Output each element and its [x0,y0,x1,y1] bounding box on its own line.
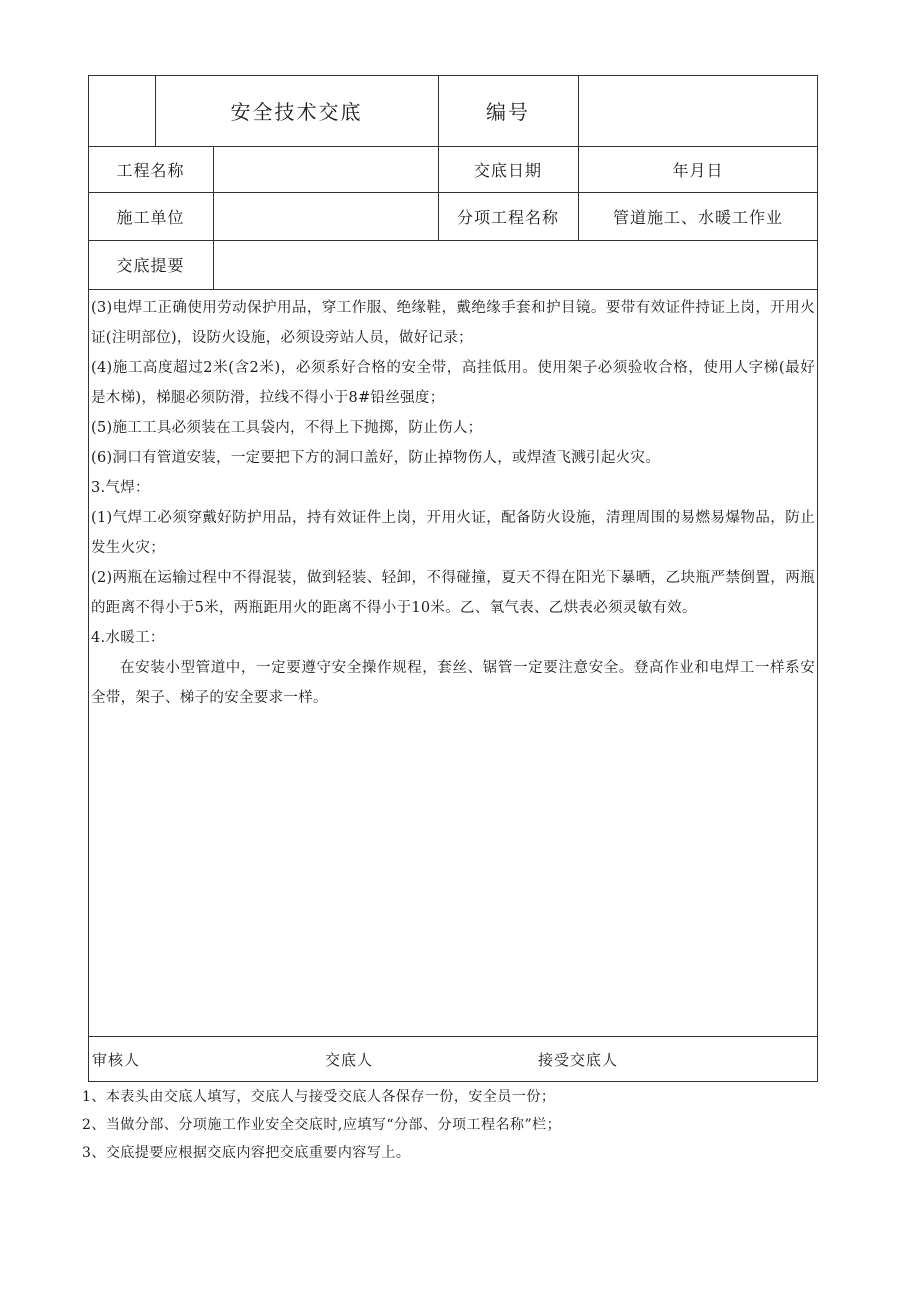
project-name-value[interactable] [213,146,438,192]
receiver-label: 接受交底人 [538,1051,619,1069]
form-notes [82,1083,561,1167]
form-title: 安全技术交底 [230,100,363,124]
construction-unit-label: 施工单位 [116,207,185,227]
number-value[interactable] [578,75,818,146]
content-line: (1)气焊工必须穿戴好防护用品，持有效证件上岗，开用火证，配备防火设施，清理周围的易燃易爆物品，防止发生火灾； [91,510,815,556]
disclosure-content [91,293,815,713]
note-line: 2、当做分部、分项施工作业安全交底时,应填写“分部、分项工程名称”栏； [82,1117,562,1133]
content-line: (5)施工工具必须装在工具袋内，不得上下抛掷，防止伤人； [91,420,483,436]
sub-project-value[interactable]: 管道施工、水暖工作业 [612,207,783,227]
content-line: (4)施工高度超过2米(含2米)，必须系好合格的安全带，高挂低用。使用架子必须验收合格，使用人字梯(最好是木梯)，梯腿必须防滑，拉线不得小于8#铅丝强度； [91,360,815,406]
row-divider [88,289,818,290]
signature-row [92,1037,812,1081]
date-value[interactable]: 年月日 [672,160,724,180]
discloser-label: 交底人 [325,1051,374,1069]
date-label: 交底日期 [473,160,542,180]
note-line: 3、交底提要应根据交底内容把交底重要内容写上。 [82,1145,411,1161]
content-line: 4.水暖工： [91,630,165,646]
sub-project-label: 分项工程名称 [456,207,559,227]
content-line: 3.气焊： [91,480,150,496]
project-name-label: 工程名称 [116,160,185,180]
content-line: (3)电焊工正确使用劳动保护用品，穿工作服、绝缘鞋，戴绝缘手套和护目镜。要带有效证件持证上岗，开用火证(注明部位)，设防火设施，必须设旁站人员，做好记录； [91,300,815,346]
content-line: (2)两瓶在运输过程中不得混装，做到轻装、轻卸，不得碰撞，夏天不得在阳光下暴晒，乙块瓶严禁倒置，两瓶的距离不得小于5米，两瓶距用火的距离不得小于10米。乙、氧气表、乙烘表必须灵敏有效。 [91,570,815,616]
reviewer-label: 审核人 [92,1051,141,1069]
number-label: 编号 [486,100,530,124]
summary-value[interactable] [213,240,818,289]
note-line: 1、本表头由交底人填写，交底人与接受交底人各保存一份，安全员一份； [82,1089,556,1105]
content-line: (6)洞口有管道安装，一定要把下方的洞口盖好，防止掉物伤人，或焊渣飞溅引起火灾。 [91,450,661,466]
content-line: 在安装小型管道中，一定要遵守安全操作规程，套丝、锯管一定要注意安全。登高作业和电焊工一样系安全带，架子、梯子的安全要求一样。 [91,660,815,706]
summary-label: 交底提要 [116,256,185,275]
construction-unit-value[interactable] [213,192,438,240]
